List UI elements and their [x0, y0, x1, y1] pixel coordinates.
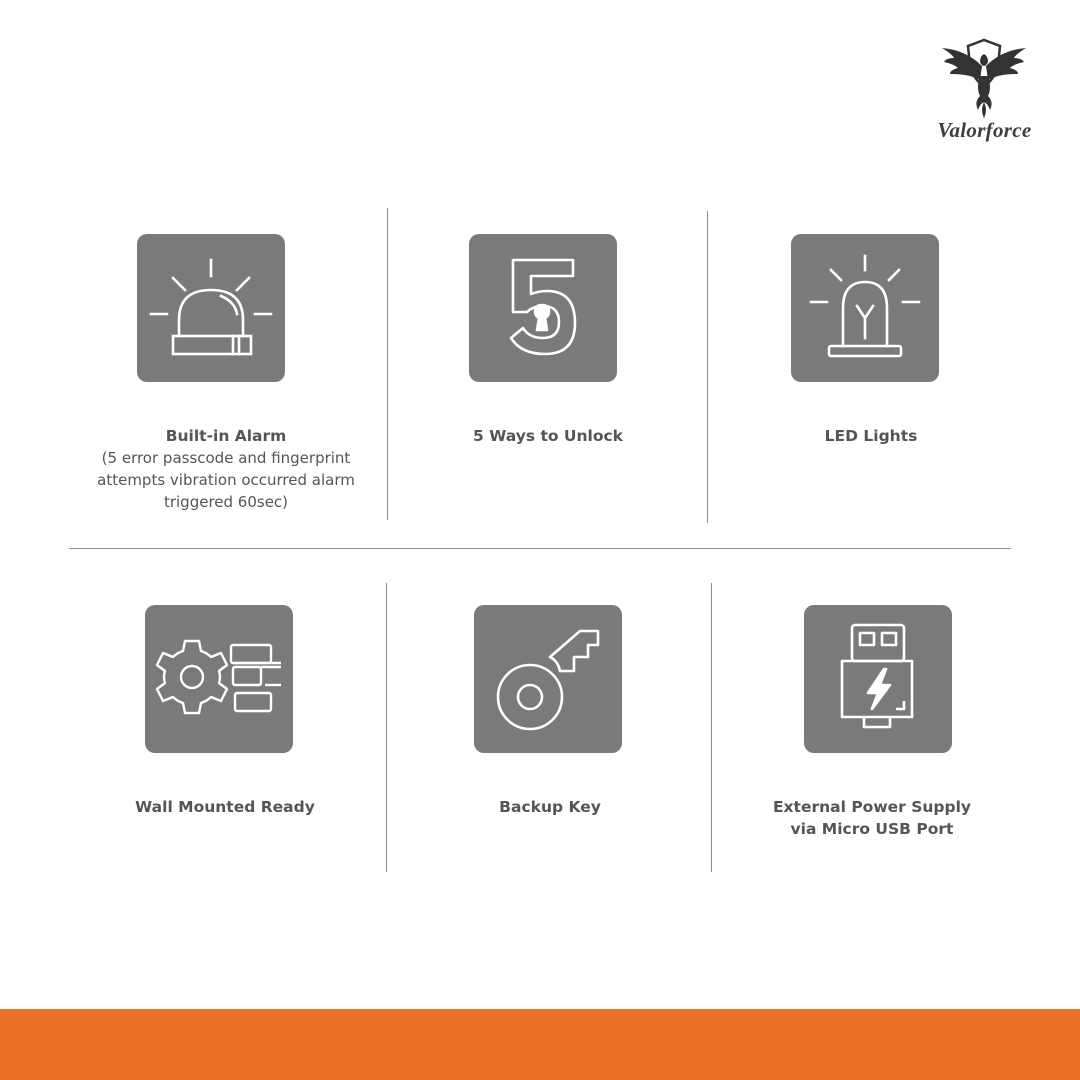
- feature-title: 5 Ways to Unlock: [473, 427, 623, 445]
- five-keyhole-icon: [469, 234, 617, 382]
- feature-title: External Power Supply via Micro USB Port: [772, 798, 972, 838]
- feature-tile-alarm: [137, 234, 285, 382]
- feature-usb: [719, 796, 1025, 840]
- divider-vertical: [707, 211, 708, 523]
- gear-wall-icon: [145, 605, 293, 753]
- feature-tile-led: [791, 234, 939, 382]
- feature-tile-key: [474, 605, 622, 753]
- feature-wall: [70, 796, 380, 818]
- feature-led: [715, 425, 1027, 447]
- feature-tile-wall: [145, 605, 293, 753]
- divider-vertical: [711, 583, 712, 872]
- key-icon: [474, 605, 622, 753]
- feature-title: Wall Mounted Ready: [135, 798, 315, 816]
- led-light-icon: [791, 234, 939, 382]
- divider-vertical: [386, 583, 387, 872]
- feature-alarm: [70, 425, 382, 513]
- brand-name: Valorforce: [937, 118, 1032, 142]
- alarm-siren-icon: [137, 234, 285, 382]
- feature-title: Backup Key: [499, 798, 601, 816]
- feature-tile-unlock: [469, 234, 617, 382]
- bottom-accent-bar: [0, 1009, 1080, 1080]
- usb-power-icon: [804, 605, 952, 753]
- divider-vertical: [387, 208, 388, 520]
- brand-logo: [912, 36, 1057, 146]
- feature-key: [396, 796, 704, 818]
- feature-title: Built-in Alarm: [165, 427, 287, 445]
- feature-description: (5 error passcode and fingerprint attempts vibration occurred alarm triggered 60sec): [97, 449, 355, 511]
- feature-unlock: [396, 425, 700, 447]
- feature-title: LED Lights: [824, 427, 918, 445]
- divider-horizontal: [69, 548, 1011, 549]
- feature-tile-usb: [804, 605, 952, 753]
- phoenix-shield-icon: [940, 36, 1028, 120]
